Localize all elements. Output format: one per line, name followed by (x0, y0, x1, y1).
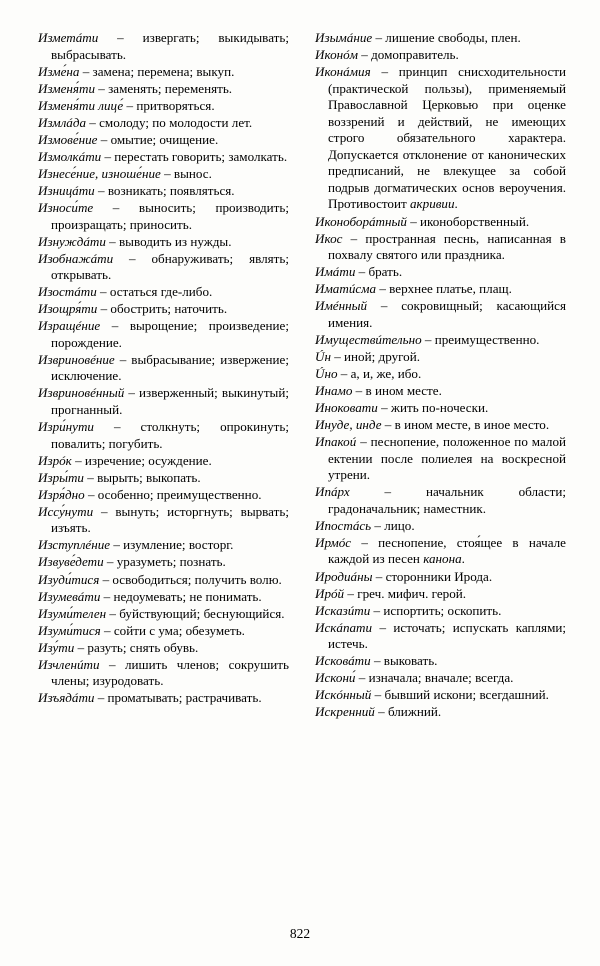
entry-definition: – извергать; выкидывать; выбрасывать. (51, 30, 289, 62)
entry-definition: – перестать говорить; замолкать. (101, 148, 288, 164)
dictionary-entry (315, 383, 566, 400)
entry-definition: – смолоду; по молодости лет. (86, 114, 253, 130)
entry-headword: Ипáрх (315, 484, 350, 500)
entry-definition: – греч. мифич. герой. (344, 585, 467, 601)
dictionary-entry (38, 251, 289, 284)
entry-definition: – вырыть; выкопать. (83, 469, 201, 485)
dictionary-entry (38, 690, 289, 707)
entry-definition: – лицо. (371, 517, 415, 533)
entry-definition: – выбрасывание; извержение; исключение. (51, 351, 289, 384)
entry-definition-tail: . (461, 551, 465, 567)
entry-definition: – разуть; снять обувь. (74, 639, 199, 655)
entry-definition: – обострить; наточить. (97, 301, 228, 317)
entry-headword: Исковáти (315, 653, 371, 669)
entry-headword: Имáти (315, 264, 356, 280)
entry-headword: Изъядáти (38, 690, 95, 706)
entry-definition: – а, и, же, ибо. (337, 365, 422, 381)
entry-headword: Изнесе́ние, изноше́ние (38, 165, 161, 181)
entry-headword: Изри́нути (38, 419, 94, 435)
entry-headword: Измлáда (38, 114, 87, 130)
dictionary-entry (38, 589, 289, 606)
dictionary-entry (38, 606, 289, 623)
dictionary-entry (315, 47, 566, 64)
entry-headword: Искони́ (315, 670, 356, 686)
entry-headword: Извриновéние (38, 351, 115, 367)
dictionary-entry (315, 400, 566, 417)
dictionary-entry (315, 298, 566, 331)
entry-definition: – брать. (355, 264, 403, 280)
entry-headword: Изры́ти (38, 469, 84, 485)
dictionary-entry (38, 385, 289, 418)
entry-headword: Иматúсма (315, 281, 377, 297)
entry-definition: – преимущественно. (421, 331, 540, 347)
dictionary-entry (38, 640, 289, 657)
entry-definition: – особенно; преимущественно. (84, 486, 262, 502)
entry-definition: – ближний. (374, 704, 442, 720)
entry-headword: Изымáние (315, 30, 373, 45)
entry-definition: – иконоборственный. (406, 213, 530, 229)
dictionary-entry (315, 518, 566, 535)
dictionary-entry (38, 453, 289, 470)
entry-headword: Иконоборáтный (315, 213, 407, 229)
entry-definition: – вырощение; произвeдение; порождение. (51, 318, 289, 350)
entry-headword: Ипостáсь (315, 517, 372, 533)
dictionary-entry (38, 284, 289, 301)
dictionary-entry (38, 149, 289, 166)
dictionary-entry (38, 572, 289, 589)
dictionary-entry (38, 200, 289, 233)
page-number: 822 (289, 926, 311, 941)
entry-headword: Искáпати (315, 619, 373, 635)
dictionary-entry (315, 332, 566, 349)
entry-headword: Изря́дно (38, 486, 85, 502)
entry-definition: – источать; испускать каплями; истечь. (328, 619, 566, 652)
entry-headword: Извриновéнный (38, 385, 125, 401)
entry-headword: Изобнажáти (38, 250, 114, 266)
entry-definition: – бывший искони; всегдашний. (371, 687, 549, 703)
dictionary-entry (315, 569, 566, 586)
entry-definition: – сторонники Ирода. (372, 568, 493, 584)
entry-headword: Изметáти (38, 30, 99, 45)
dictionary-entry (38, 352, 289, 385)
entry-headword: Изощря́ти (38, 301, 98, 317)
dictionary-entry (315, 620, 566, 653)
entry-definition: – сокровищный; касающийся имения. (328, 298, 566, 330)
entry-headword: Изнуждáти (38, 233, 106, 249)
dictionary-entry (38, 318, 289, 351)
dictionary-entry (315, 417, 566, 434)
dictionary-entry (38, 623, 289, 640)
entry-definition: – сойти с ума; обезуметь. (100, 622, 245, 638)
entry-definition: – выносить; производить; произращать; приносить. (51, 199, 289, 232)
dictionary-entry (315, 704, 566, 721)
entry-cross-reference: акривии (409, 196, 455, 212)
dictionary-entry (38, 183, 289, 200)
entry-headword: Иродиáны (315, 568, 373, 584)
column-left (38, 30, 289, 910)
entry-headword: Изуми́телен (38, 605, 107, 621)
entry-headword: Úн (315, 348, 331, 364)
entry-definition: – изречение; осуждение. (71, 452, 212, 468)
entry-definition: – жить по-ночески. (377, 400, 489, 416)
entry-definition: – заменять; переменять. (95, 80, 233, 96)
entry-definition: – изверженный; выкинутый; прогнанный. (51, 385, 289, 418)
entry-definition: – песнопение, положенное по малой ектении после полиелея на воскресной утрени. (328, 434, 566, 483)
entry-definition: – в ином месте, в иное место. (381, 417, 550, 433)
entry-headword: Úно (315, 365, 338, 381)
dictionary-entry (315, 281, 566, 298)
dictionary-entry (315, 214, 566, 231)
entry-headword: Иноковати (315, 400, 378, 416)
entry-definition: – замена; перемена; выкуп. (79, 63, 235, 79)
dictionary-entry (38, 30, 289, 63)
entry-definition: – принцип снисходительности (практической пользы), применяемый Православной Церковью при оценке воззрений и действий, не имеющих строго обязательного характера. Допускается отклонение от канонических предписаний, не влекущее за собой подрыв догматических основ вероучения. Противостоит (328, 64, 566, 212)
entry-headword: Имéнный (315, 298, 368, 314)
dictionary-entry (38, 504, 289, 537)
dictionary-entry (38, 537, 289, 554)
column-right (315, 30, 566, 910)
dictionary-entry (38, 487, 289, 504)
entry-definition: – вынуть; исторгнуть; вырвать; изъять. (51, 503, 289, 536)
entry-headword: Икос (315, 230, 343, 246)
dictionary-entry (315, 434, 566, 484)
entry-definition: – начальник области; градоначальник; наместник. (328, 484, 566, 516)
entry-definition: – выводить из нужды. (105, 233, 232, 249)
entry-definition: – лишить членов; сокрушить члены; изуродовать. (51, 656, 289, 689)
dictionary-entry (315, 231, 566, 264)
entry-definition: – вынос. (160, 165, 212, 181)
entry-headword: Ирмóс (315, 534, 352, 550)
entry-headword: Имуществúтельно (315, 331, 422, 347)
entry-headword: Иконóм (315, 47, 359, 63)
dictionary-entry (315, 484, 566, 517)
entry-definition: – уразуметь; познать. (103, 554, 226, 570)
entry-headword: Извуве́дети (38, 554, 104, 570)
entry-cross-reference: канона (423, 551, 462, 567)
entry-headword: Исказúти (315, 602, 371, 618)
entry-headword: Инамо (315, 382, 353, 398)
entry-headword: Искренний (315, 704, 375, 720)
dictionary-entry (315, 653, 566, 670)
entry-headword: Изницáти (38, 182, 95, 198)
entry-definition: – верхнее платье, плащ. (376, 281, 512, 297)
dictionary-entry (315, 64, 566, 213)
entry-definition: – недоумевать; не понимать. (100, 588, 262, 604)
entry-definition: – иной; другой. (330, 348, 420, 364)
entry-definition: – пространная песнь, написанная в похвалу святого или праздника. (328, 230, 566, 263)
dictionary-entry (38, 98, 289, 115)
entry-definition-tail: . (454, 196, 458, 212)
entry-headword: Изменя́ти (38, 80, 95, 96)
entry-headword: Изме́на (38, 63, 80, 79)
dictionary-entry (38, 470, 289, 487)
dictionary-entry (38, 234, 289, 251)
entry-headword: Изменя́ти лице́ (38, 97, 124, 113)
dictionary-entry (38, 419, 289, 452)
dictionary-entry (38, 132, 289, 149)
entry-headword: Изумевáти (38, 588, 101, 604)
entry-definition: – проматывать; растрачивать. (94, 690, 262, 706)
entry-definition: – в ином месте. (352, 382, 442, 398)
dictionary-entry (38, 301, 289, 318)
entry-headword: Искóнный (315, 687, 372, 703)
entry-definition: – домоправитель. (358, 47, 459, 63)
dictionary-entry (38, 81, 289, 98)
dictionary-entry (315, 535, 566, 568)
entry-definition: – изумление; восторг. (110, 537, 234, 553)
entry-definition: – возникать; появляться. (94, 182, 235, 198)
dictionary-entry (38, 554, 289, 571)
entry-headword: Изращéние (38, 318, 101, 334)
dictionary-entry (38, 64, 289, 81)
entry-headword: Иконáмия (315, 64, 371, 80)
entry-headword: Изступлéние (38, 537, 111, 553)
entry-headword: Изрóк (38, 452, 72, 468)
entry-headword: Ипакоú (315, 434, 357, 450)
dictionary-entry (315, 264, 566, 281)
entry-definition: – буйствующий; беснующийся. (106, 605, 285, 621)
dictionary-entry (38, 657, 289, 690)
entry-definition: – лишение свободы, плен. (372, 30, 521, 45)
dictionary-entry (315, 687, 566, 704)
entry-headword: Измове́ние (38, 131, 98, 147)
entry-definition: – омытие; очищение. (97, 131, 219, 147)
dictionary-entry (315, 670, 566, 687)
entry-headword: Изуди́тися (38, 571, 100, 587)
entry-headword: Измолкáти (38, 148, 102, 164)
dictionary-entry (38, 115, 289, 132)
entry-headword: Изчленúти (38, 656, 100, 672)
dictionary-entry (38, 166, 289, 183)
entry-definition: – остаться где-либо. (96, 284, 213, 300)
entry-headword: Изостáти (38, 284, 97, 300)
entry-definition: – столкнуть; опрокинуть; повалить; погубить. (51, 419, 289, 451)
dictionary-entry (315, 349, 566, 366)
entry-definition: – притворяться. (123, 97, 215, 113)
entry-definition: – песнопение, стоя́щее в начале каждой из песен (328, 534, 566, 567)
dictionary-entry (315, 30, 566, 47)
entry-definition: – освободиться; получить волю. (99, 571, 282, 587)
entry-definition: – испортить; оскопить. (370, 602, 502, 618)
entry-headword: Иссу́нути (38, 503, 94, 519)
two-column-body (38, 30, 566, 910)
dictionary-entry (315, 586, 566, 603)
dictionary-entry (315, 603, 566, 620)
entry-headword: Износи́те (38, 199, 94, 215)
entry-headword: Инуде, инде (315, 417, 382, 433)
entry-definition: – изначала; вначале; всегда. (355, 670, 514, 686)
entry-headword: Изу́ти (38, 639, 75, 655)
entry-definition: – выковать. (370, 653, 438, 669)
dictionary-entry (315, 366, 566, 383)
entry-headword: Изуми́тися (38, 622, 101, 638)
entry-definition: – обнаруживать; являть; открывать. (51, 250, 289, 283)
entry-headword: Ирóй (315, 585, 345, 601)
